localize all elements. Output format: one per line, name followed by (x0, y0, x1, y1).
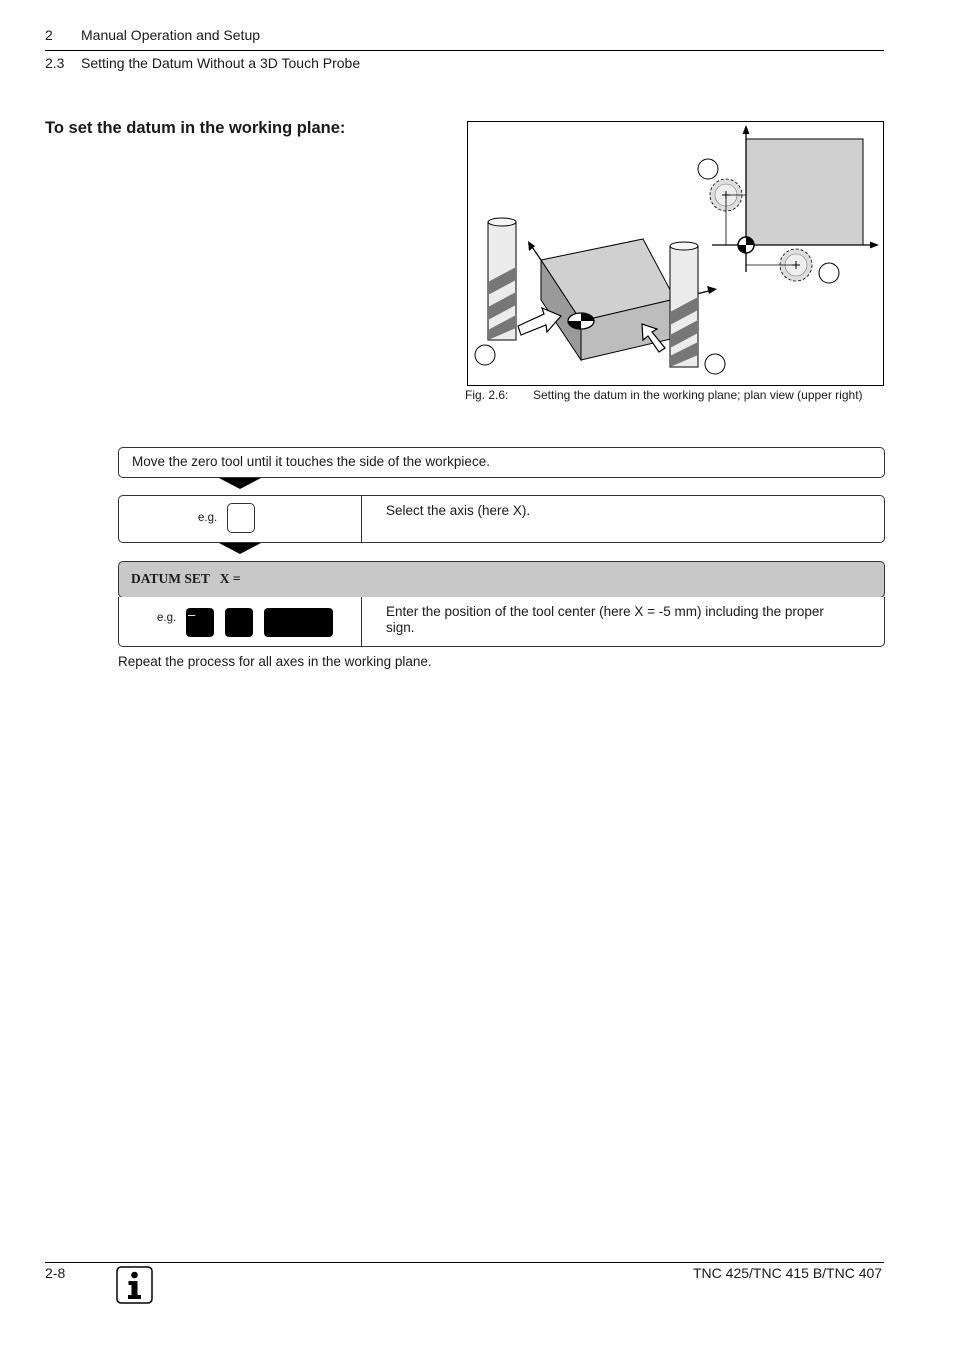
page-heading: To set the datum in the working plane: (45, 119, 346, 137)
step-divider (361, 597, 362, 646)
step-enter-position (118, 597, 885, 647)
info-icon (116, 1266, 153, 1304)
left-end-mill (488, 218, 516, 340)
enter-position-text: Enter the position of the tool center (here X = -5 mm) including the proper sign. (386, 604, 824, 635)
digit-key[interactable] (225, 608, 253, 637)
callout-circle-4 (705, 354, 725, 374)
figure-2-6 (467, 121, 884, 386)
footer-rule (45, 1262, 884, 1263)
minus-key[interactable] (186, 608, 214, 637)
dialog-prompt-bar (118, 561, 885, 598)
header-rule (45, 50, 884, 51)
step-select-axis (118, 495, 885, 543)
axis-key[interactable] (227, 503, 255, 533)
step-divider (361, 496, 362, 542)
callout-circle-3 (819, 263, 839, 283)
step-move-tool (118, 447, 885, 478)
right-end-mill (670, 242, 698, 367)
datum-illustration (468, 122, 883, 385)
callout-circle-2 (698, 159, 718, 179)
plan-view-workpiece (746, 139, 863, 245)
ent-key[interactable] (264, 608, 333, 637)
flow-arrow-2 (219, 543, 261, 554)
figure-caption: Setting the datum in the working plane; plan view (upper right) (533, 388, 863, 402)
step-move-tool-text: Move the zero tool until it touches the side of the workpiece. (132, 454, 490, 469)
chapter-title: Manual Operation and Setup (81, 27, 261, 43)
eg-label: e.g. (198, 512, 218, 524)
select-axis-text: Select the axis (here X). (386, 503, 531, 518)
callout-circle-1 (475, 345, 495, 365)
page-number: 2-8 (45, 1265, 66, 1281)
dialog-prompt-text: DATUM SET X = (131, 571, 241, 586)
chapter-number: 2 (45, 27, 53, 43)
minus-key-label: – (188, 607, 196, 622)
model-name: TNC 425/TNC 415 B/TNC 407 (693, 1265, 883, 1281)
repeat-note: Repeat the process for all axes in the working plane. (118, 654, 432, 669)
flow-arrow-1 (219, 478, 261, 489)
section-number: 2.3 (45, 55, 65, 71)
eg-label: e.g. (157, 612, 177, 624)
figure-label: Fig. 2.6: (465, 388, 509, 402)
section-title: Setting the Datum Without a 3D Touch Probe (81, 55, 361, 71)
